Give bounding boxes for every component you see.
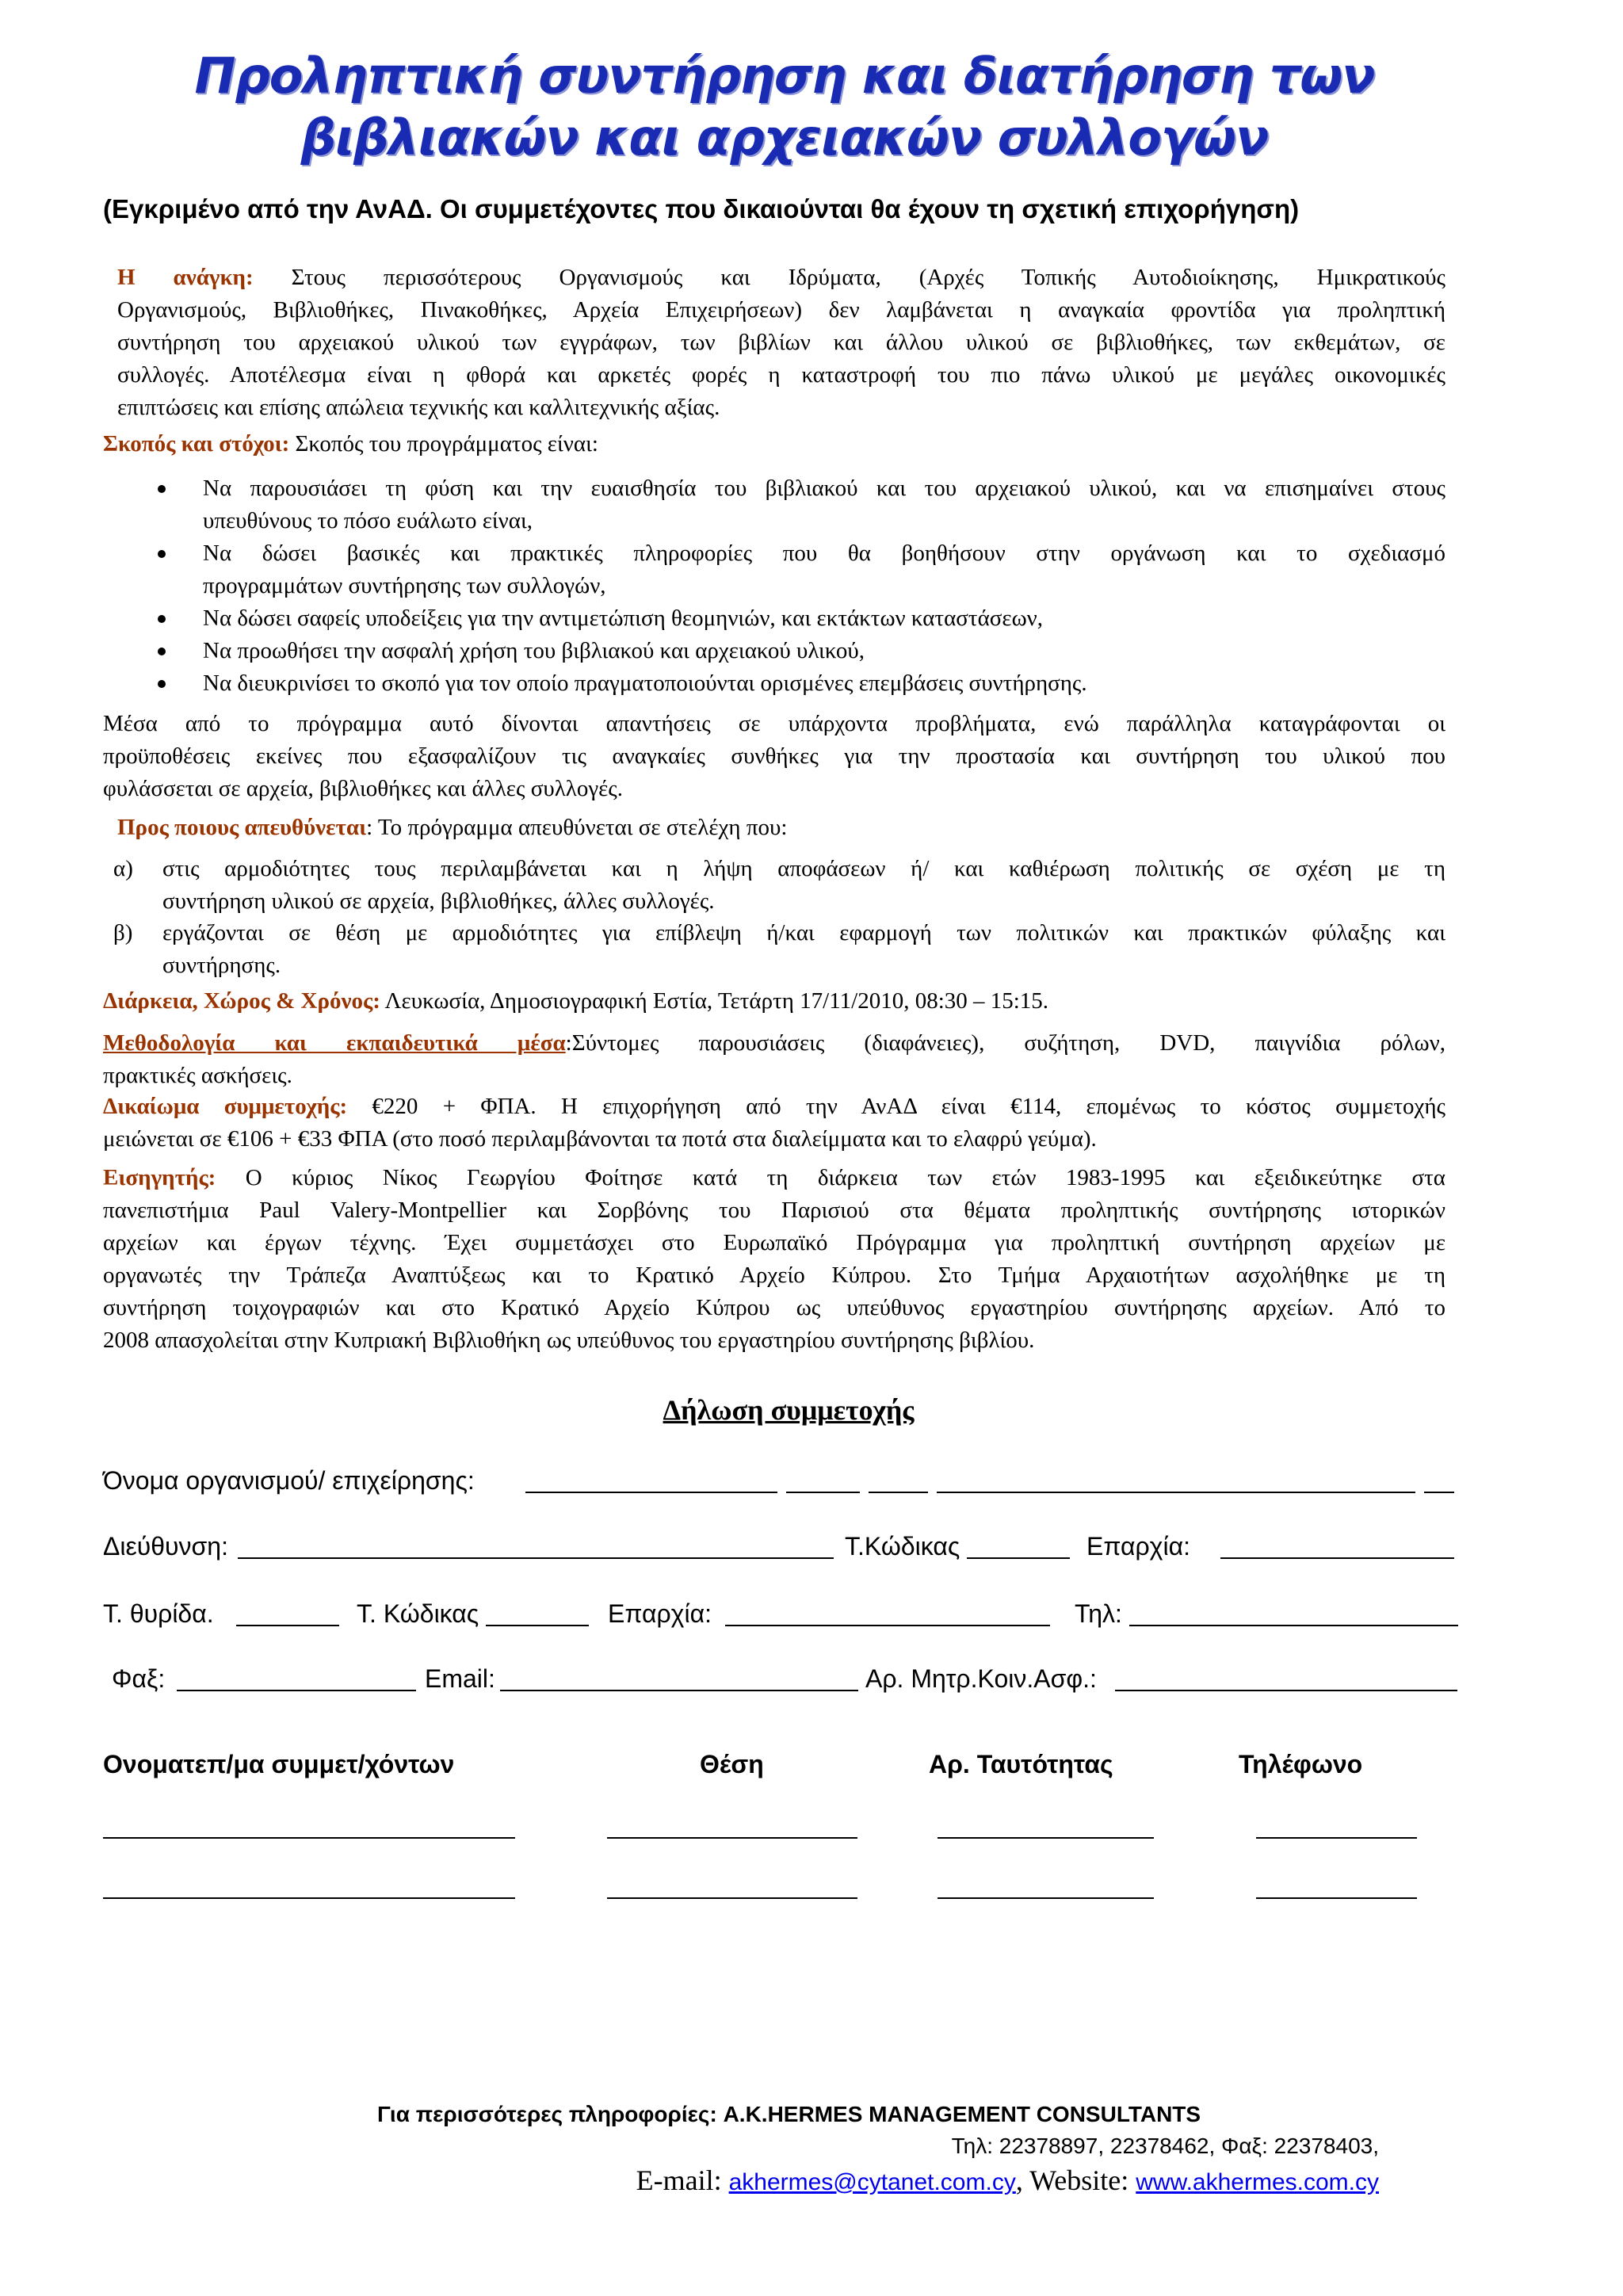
need-line: συλλογές. Αποτέλεσμα είναι η φθορά και αρκετές φορές η καταστροφή του πιο πάνω υλικού με μεγάλες οικονομικές xyxy=(117,362,1445,388)
methodology-label: Μεθοδολογία και εκπαιδευτικά μέσα xyxy=(103,1030,566,1056)
goal-item: Να προωθήσει την ασφαλή χρήση του βιβλιακού και αρχειακού υλικού, xyxy=(203,638,865,663)
fee-line: €220 + ΦΠΑ. Η επιχορήγηση από την ΑνΑΔ είναι €114, επομένως το κόστος συμμετοχής xyxy=(347,1094,1446,1119)
goals-heading xyxy=(103,428,598,460)
website-link[interactable]: www.akhermes.com.cy xyxy=(1136,2169,1379,2195)
fee-paragraph xyxy=(103,1091,1445,1156)
speaker-line: Ο κύριος Νίκος Γεωργίου Φοίτησε κατά τη διάρκεια των ετών 1983-1995 και εξειδικεύτηκε στα xyxy=(216,1165,1445,1190)
need-line: Στους περισσότερους Οργανισμούς και Ιδρύματα, (Αρχές Τοπικής Αυτοδιοίκησης, Ημικρατικούς xyxy=(253,265,1445,290)
audience-item xyxy=(162,853,1445,918)
speaker-line: πανεπιστήμια Paul Valery-Montpellier και Σορβόνης του Παρισιού στα θέματα προληπτικής συντήρησης ιστορικών xyxy=(103,1198,1445,1223)
postcode-field[interactable] xyxy=(967,1557,1070,1559)
speaker-label: Εισηγητής: xyxy=(103,1165,216,1190)
province2-label: Επαρχία: xyxy=(608,1599,712,1628)
org-field[interactable] xyxy=(1424,1492,1454,1493)
goals-label: Σκοπός και στόχοι: xyxy=(103,431,290,457)
postcode-label: Τ.Κώδικας xyxy=(845,1532,960,1561)
phone-label: Τηλ: xyxy=(1075,1599,1122,1628)
audience-marker: α) xyxy=(113,856,133,881)
fee-line: μειώνεται σε €106 + €33 ΦΠΑ (στο ποσό περιλαμβάνονται τα ποτά στα διαλείμματα και το ελαφρύ γεύμα). xyxy=(103,1126,1097,1152)
methodology-line: :Σύντομες παρουσιάσεις (διαφάνειες), συζήτηση, DVD, παιγνίδια ρόλων, xyxy=(565,1030,1446,1056)
duration-line xyxy=(103,985,1048,1018)
goal-item xyxy=(203,472,1445,537)
audience-line: στις αρμοδιότητες τους περιλαμβάνεται και η λήψη αποφάσεων ή/ και καθιέρωση πολιτικής σε σχέση με τη xyxy=(162,856,1445,881)
email-link[interactable]: akhermes@cytanet.com.cy xyxy=(728,2169,1016,2195)
audience-heading xyxy=(117,812,787,844)
fax-field[interactable] xyxy=(177,1690,416,1691)
fax-label: Φαξ: xyxy=(112,1664,166,1693)
goal-item: Να δώσει σαφείς υποδείξεις για την αντιμετώπιση θεομηνιών, και εκτάκτων καταστάσεων, xyxy=(203,606,1044,631)
need-line: επιπτώσεις και επίσης απώλεια τεχνικής και καλλιτεχνικής αξίας. xyxy=(117,395,720,420)
footer-phone: Τηλ: 22378897, 22378462, Φαξ: 22378403, xyxy=(951,2134,1379,2158)
email-label: Email: xyxy=(425,1664,495,1693)
postcode2-label: Τ. Κώδικας xyxy=(357,1599,479,1628)
goal-line: υπευθύνους το πόσο ευάλωτο είναι, xyxy=(203,508,533,533)
title-line-2: βιβλιακών και αρχειακών συλλογών xyxy=(300,109,1269,166)
need-paragraph xyxy=(117,262,1445,424)
goal-item: Να διευκρινίσει το σκοπό για τον οποίο πραγματοποιούνται ορισμένες επεμβάσεις συντήρησης. xyxy=(203,670,1087,696)
social-field[interactable] xyxy=(1115,1690,1457,1691)
speaker-line: 2008 απασχολείται στην Κυπριακή Βιβλιοθήκη ως υπεύθυνος του εργαστηρίου συντήρησης βιβλίου. xyxy=(103,1328,1035,1353)
participant-phone-field[interactable] xyxy=(1256,1897,1417,1899)
pobox-label: Τ. θυρίδα. xyxy=(103,1599,214,1628)
closing-line: Μέσα από το πρόγραμμα αυτό δίνονται απαντήσεις σε υπάρχοντα προβλήματα, ενώ παράλληλα καταγράφονται οι xyxy=(103,711,1445,736)
postcode2-field[interactable] xyxy=(486,1625,589,1626)
duration-label: Διάρκεια, Χώρος & Χρόνος: xyxy=(103,988,380,1014)
participant-position-field[interactable] xyxy=(607,1897,857,1899)
phone-field[interactable] xyxy=(1129,1625,1458,1626)
address-label: Διεύθυνση: xyxy=(103,1532,228,1561)
org-field[interactable] xyxy=(937,1492,1415,1493)
audience-line: συντήρησης. xyxy=(162,953,281,978)
audience-line: εργάζονται σε θέση με αρμοδιότητες για επίβλεψη ή/και εφαρμογή των πολιτικών και πρακτικών φύλαξης και xyxy=(162,920,1445,946)
bullet-icon xyxy=(158,485,166,493)
audience-label: Προς ποιους απευθύνεται xyxy=(117,815,367,840)
speaker-paragraph xyxy=(103,1162,1445,1357)
org-field[interactable] xyxy=(869,1492,928,1493)
form-heading: Δήλωση συμμετοχής xyxy=(663,1394,915,1426)
closing-line: φυλάσσεται σε αρχεία, βιβλιοθήκες και άλλες συλλογές. xyxy=(103,776,624,801)
audience-item xyxy=(162,917,1445,982)
audience-marker: β) xyxy=(113,920,133,946)
email-field[interactable] xyxy=(500,1690,858,1691)
org-label: Όνομα οργανισμού/ επιχείρησης: xyxy=(103,1466,475,1495)
need-line: συντήρηση του αρχειακού υλικού των εγγράφων, των βιβλίων και άλλου υλικού σε βιβλιοθήκες, των εκθεμάτων, σε xyxy=(117,330,1445,355)
participant-id-field[interactable] xyxy=(938,1837,1154,1839)
bullet-icon xyxy=(158,615,166,623)
goals-intro: Σκοπός του προγράμματος είναι: xyxy=(289,431,598,457)
email-prefix: E-mail: xyxy=(636,2164,729,2196)
org-field[interactable] xyxy=(786,1492,860,1493)
province2-field[interactable] xyxy=(725,1625,1050,1626)
bullet-icon xyxy=(158,680,166,688)
audience-intro: : Το πρόγραμμα απευθύνεται σε στελέχη που: xyxy=(366,815,788,840)
closing-line: προϋποθέσεις εκείνες που εξασφαλίζουν τις αναγκαίες συνθήκες για την προστασία και συντήρηση του υλικού που xyxy=(103,743,1445,769)
goal-line: Να παρουσιάσει τη φύση και την ευαισθησία του βιβλιακού και του αρχειακού υλικού, και να επισημαίνει στους xyxy=(203,476,1445,501)
participant-id-field[interactable] xyxy=(938,1897,1154,1899)
duration-text: Λευκωσία, Δημοσιογραφική Εστία, Τετάρτη 17/11/2010, 08:30 – 15:15. xyxy=(380,988,1049,1014)
speaker-line: οργανωτές την Τράπεζα Αναπτύξεως και το Κρατικό Αρχείο Κύπρου. Στο Τμήμα Αρχαιοτήτων ασχολήθηκε με τη xyxy=(103,1263,1445,1288)
col-header-name: Ονοματεπ/μα συμμετ/χόντων xyxy=(103,1750,455,1778)
participant-position-field[interactable] xyxy=(607,1837,857,1839)
goal-line: προγραμμάτων συντήρησης των συλλογών, xyxy=(203,573,606,598)
goal-line: Να δώσει βασικές και πρακτικές πληροφορίες που θα βοηθήσουν στην οργάνωση και το σχεδιασμό xyxy=(203,541,1445,566)
speaker-line: συντήρηση τοιχογραφιών και στο Κρατικό Αρχείο Κύπρου ως υπεύθυνος εργαστηρίου συντήρησης αρχείων. Από το xyxy=(103,1295,1445,1320)
province-label: Επαρχία: xyxy=(1086,1532,1190,1561)
website-prefix: , Website: xyxy=(1015,2164,1136,2196)
speaker-line: αρχείων και έργων τέχνης. Έχει συμμετάσχει στο Ευρωπαϊκό Πρόγραμμα για προληπτική συντήρηση αρχείων με xyxy=(103,1230,1445,1255)
footer-info: Για περισσότερες πληροφορίες: A.K.HERMES MANAGEMENT CONSULTANTS xyxy=(377,2102,1201,2126)
participant-phone-field[interactable] xyxy=(1256,1837,1417,1839)
participant-name-field[interactable] xyxy=(103,1897,515,1899)
fee-label: Δικαίωμα συμμετοχής: xyxy=(103,1094,348,1119)
col-header-id: Αρ. Ταυτότητας xyxy=(929,1750,1113,1778)
pobox-field[interactable] xyxy=(236,1625,339,1626)
methodology-paragraph xyxy=(103,1027,1445,1092)
methodology-line: πρακτικές ασκήσεις. xyxy=(103,1063,292,1088)
audience-line: συντήρηση υλικού σε αρχεία, βιβλιοθήκες, άλλες συλλογές. xyxy=(162,888,715,914)
address-field[interactable] xyxy=(238,1557,834,1559)
org-field[interactable] xyxy=(525,1492,777,1493)
title-line-1: Προληπτική συντήρηση και διατήρηση των xyxy=(194,47,1375,105)
participant-name-field[interactable] xyxy=(103,1837,515,1839)
approval-note: (Εγκριμένο από την ΑνΑΔ. Οι συμμετέχοντες που δικαιούνται θα έχουν τη σχετική επιχορήγηση) xyxy=(103,194,1300,223)
col-header-position: Θέση xyxy=(700,1750,764,1778)
province-field[interactable] xyxy=(1220,1557,1454,1559)
bullet-icon xyxy=(158,648,166,655)
goal-item xyxy=(203,537,1445,602)
bullet-icon xyxy=(158,550,166,558)
social-label: Αρ. Μητρ.Κοιν.Ασφ.: xyxy=(865,1664,1097,1693)
need-label: Η ανάγκη: xyxy=(117,265,254,290)
need-line: Οργανισμούς, Βιβλιοθήκες, Πινακοθήκες, Αρχεία Επιχειρήσεων) δεν λαμβάνεται η αναγκαία φροντίδα για προληπτική xyxy=(117,297,1445,323)
col-header-phone: Τηλέφωνο xyxy=(1239,1750,1363,1778)
goals-closing xyxy=(103,708,1445,805)
footer-contact xyxy=(636,2164,1379,2197)
